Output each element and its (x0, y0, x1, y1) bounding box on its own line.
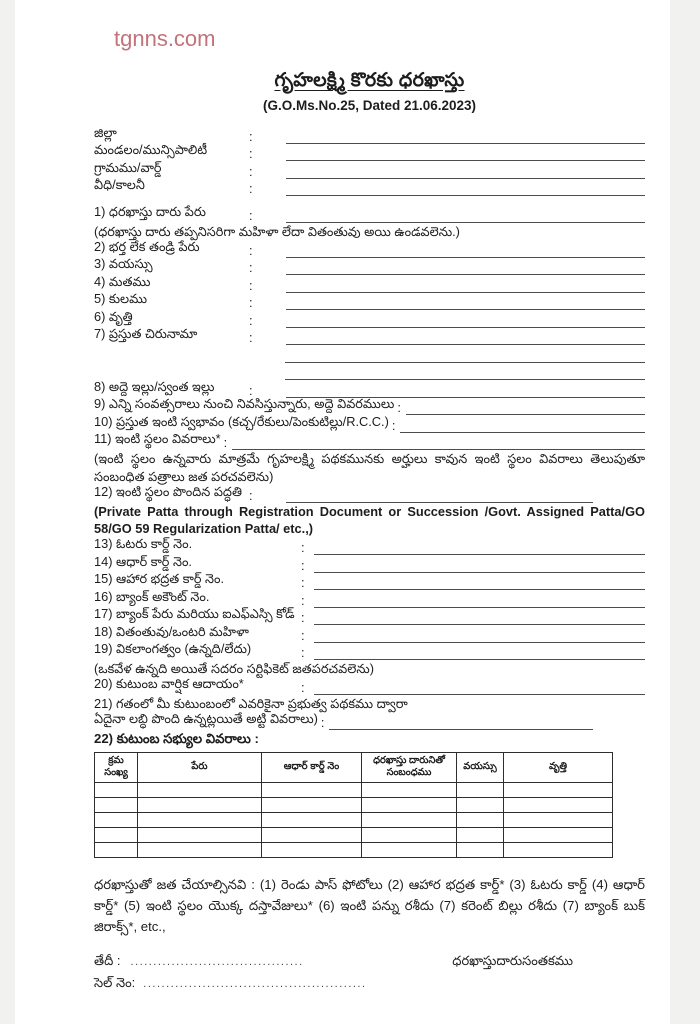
family-members-table (94, 752, 613, 858)
blank-line (314, 542, 645, 555)
table-cell (95, 782, 138, 797)
table-cell (362, 842, 457, 857)
field-colon: : (249, 242, 253, 258)
field-colon: : (320, 715, 325, 730)
cell-number-dotted-line: ................................................. (143, 977, 367, 990)
table-row (95, 782, 613, 797)
blank-line (286, 148, 645, 161)
blank-line (286, 332, 645, 345)
field-label: 10) ప్రస్తుత ఇంటి స్వభావం (కచ్చ/రేకులు/పెంకుటిల్లు/R.C.C.) (94, 413, 389, 429)
field-colon: : (249, 487, 253, 503)
table-header-cell: ఆధార్ కార్డ్ నెం (262, 752, 362, 782)
table-header-cell: వృత్తి (504, 752, 613, 782)
field-row (94, 380, 645, 398)
family-table-head (95, 752, 613, 782)
field-row (94, 144, 645, 162)
blank-line (285, 367, 645, 380)
header-fields (94, 126, 645, 196)
table-header-cell: ధరఖాస్తు దారునితో సంబంధము (362, 752, 457, 782)
field-row (94, 345, 645, 363)
field-colon: : (249, 330, 253, 345)
attachments-paragraph: ధరఖాస్తుతో జత చేయాల్సినవి : (1) రెండు పాస్ ఫోటోలు (2) ఆహార భద్రత కార్డ్* (3) ఓటరు కార్డ్ (4) ఆధార్ కార్డ్* (5) ఇంటి స్థలం యొక్క దస్తావేజులు* (6) ఇంటి పన్ను రశీదు (7) కరెంట్ బిల్లు రశీదు (7) బ్యాంక్ బుక్ జిరాక్స్*, etc., (94, 876, 645, 934)
form-title: గృహలక్ష్మి కొరకు ధరఖాస్తు (274, 70, 465, 91)
field-row (94, 328, 645, 346)
blank-line (314, 612, 645, 625)
field-label: 18) వితంతువు/ఒంటరి మహిళా (94, 623, 249, 639)
blank-line (286, 297, 645, 310)
blank-line (232, 437, 645, 450)
field-row (94, 179, 645, 197)
item-text: 21) గతంలో మీ కుటుంబంలో ఎవరికైనా ప్రభుత్వ పథకము ద్వారా (94, 696, 408, 711)
table-cell (362, 782, 457, 797)
field-row (94, 398, 645, 416)
blank-line (286, 131, 645, 144)
table-cell (262, 827, 362, 842)
field-row (94, 625, 645, 643)
field-label: 12) ఇంటి స్థలం పొందిన పద్ధతి (94, 483, 242, 499)
field-colon: : (249, 128, 253, 144)
table-cell (138, 797, 262, 812)
note-text: (Private Patta through Registration Document or Succession /Govt. Assigned Patta/GO 58/GO 59 Regularization Patta/ etc.,) (94, 503, 645, 536)
table-header-cell: పేరు (138, 752, 262, 782)
blank-line (285, 350, 645, 363)
field-colon: : (249, 146, 253, 161)
note-text: (ధరఖాస్తు దారు తప్పనిసరిగా మహిళా లేదా వితంతువు అయి ఉండవలెను.) (94, 223, 460, 239)
field-colon: : (249, 207, 253, 223)
field-row (94, 240, 645, 258)
section-heading: 22) కుటుంబ సభ్యుల వివరాలు : (94, 731, 259, 746)
field-colon: : (301, 557, 305, 573)
field-colon: : (301, 680, 305, 695)
field-label: మండలం/మున్సిపాలిటీ (94, 142, 208, 157)
blank-line (400, 420, 645, 433)
table-cell (457, 797, 504, 812)
field-row (94, 555, 645, 573)
field-label: 19) వికలాంగత్వం (ఉన్నది/లేదు) (94, 641, 252, 656)
blank-line (406, 402, 645, 415)
table-cell (138, 782, 262, 797)
field-colon: : (223, 435, 228, 450)
field-label: 5) కులము (94, 291, 148, 306)
field-label: ఏదైనా లబ్ధి పొంది ఉన్నట్లయితే అట్టి వివరాలు) (94, 711, 318, 726)
field-label: జిల్లా (94, 124, 117, 140)
field-label: 4) మతము (94, 273, 151, 289)
field-row (94, 310, 645, 328)
table-cell (262, 812, 362, 827)
table-cell (362, 827, 457, 842)
table-row (95, 812, 613, 827)
field-label: 16) బ్యాంక్ అకౌంట్ నెం. (94, 588, 210, 604)
date-label: తేదీ : (94, 952, 121, 968)
table-cell (504, 812, 613, 827)
table-cell (457, 812, 504, 827)
field-row (94, 161, 645, 179)
table-cell (457, 827, 504, 842)
field-label: 2) భర్త లేక తండ్రి పేరు (94, 238, 200, 254)
table-cell (504, 842, 613, 857)
field-label: 7) ప్రస్తుత చిరునామా (94, 326, 198, 341)
field-row (94, 538, 645, 556)
field-row (94, 205, 645, 223)
field-row (94, 678, 645, 696)
table-header-cell: వయస్సు (457, 752, 504, 782)
field-row (94, 363, 645, 381)
field-row (94, 293, 645, 311)
field-label: 14) ఆధార్ కార్డ్ నెం. (94, 553, 192, 569)
field-label: 11) ఇంటి స్థలం వివరాలు* (94, 431, 221, 446)
cell-number-label: సెల్ నెం: (94, 974, 136, 990)
blank-line (286, 490, 593, 503)
field-colon: : (249, 277, 253, 293)
field-colon: : (249, 163, 253, 179)
blank-line (286, 210, 645, 223)
blank-line (286, 183, 645, 196)
blank-line (286, 315, 645, 328)
field-label: 20) కుటుంబ వార్షిక ఆదాయం* (94, 676, 244, 691)
field-row (94, 643, 645, 661)
field-colon: : (249, 260, 253, 275)
blank-line (286, 280, 645, 293)
field-label: 1) ధరఖాస్తు దారు పేరు (94, 203, 206, 219)
note-text: (ఇంటి స్థలం ఉన్నవారు మాత్రమే గృహలక్ష్మి పథకమునకు అర్హులు కావున ఇంటి స్థలం వివరాలు తెలుపుతూ సంబంధిత పత్రాలు జత పరచవలెను) (94, 451, 645, 484)
table-cell (95, 842, 138, 857)
table-cell (457, 782, 504, 797)
field-row (94, 485, 645, 503)
date-dotted-line: ...................................... (130, 955, 304, 968)
field-label: 9) ఎన్ని సంవత్సరాలు నుంచి నివసిస్తున్నారు, అద్దె వివరములు (94, 396, 395, 411)
field-colon: : (249, 382, 253, 398)
form-items (94, 205, 645, 748)
table-cell (95, 812, 138, 827)
footer (94, 953, 645, 994)
blank-line (329, 717, 593, 730)
field-label: 17) బ్యాంక్ పేరు మరియు ఐఎఫ్ఎస్సి కోడ్ (94, 606, 295, 621)
field-row (94, 573, 645, 591)
blank-line (314, 682, 645, 695)
table-cell (262, 842, 362, 857)
field-row (94, 713, 645, 731)
table-cell (457, 842, 504, 857)
field-colon: : (301, 627, 305, 643)
blank-line (314, 560, 645, 573)
field-row (94, 126, 645, 144)
field-colon: : (301, 575, 305, 590)
note-text: (ఒకవేళ ఉన్నది అయితే సదరం సర్టిఫికెట్ జతపరచవలెను) (94, 661, 374, 676)
field-label: 13) ఓటరు కార్డ్ నెం. (94, 536, 193, 551)
blank-line (286, 262, 645, 275)
field-row (94, 275, 645, 293)
field-colon: : (301, 610, 305, 625)
field-colon: : (301, 592, 305, 608)
table-cell (362, 812, 457, 827)
table-cell (138, 812, 262, 827)
table-cell (262, 782, 362, 797)
field-colon: : (391, 417, 396, 433)
field-colon: : (301, 540, 305, 555)
applicant-signature-label: ధరఖాస్తుదారుసంతకము (452, 952, 573, 968)
field-row (94, 608, 645, 626)
field-row (94, 415, 645, 433)
table-cell (138, 827, 262, 842)
field-colon: : (249, 312, 253, 328)
field-label: 8) అద్దె ఇల్లు/స్వంత ఇల్లు (94, 378, 215, 394)
table-cell (504, 782, 613, 797)
table-cell (262, 797, 362, 812)
table-cell (95, 827, 138, 842)
table-header-cell: క్రమ సంఖ్య (95, 752, 138, 782)
blank-line (314, 647, 645, 660)
table-row (95, 797, 613, 812)
field-label: 15) ఆహార భద్రత కార్డ్ నెం. (94, 571, 225, 586)
table-cell (362, 797, 457, 812)
field-label: వీధి/కాలనీ (94, 177, 145, 192)
field-colon: : (249, 181, 253, 196)
field-row (94, 433, 645, 451)
field-colon: : (397, 400, 401, 415)
watermark-tgnns: tgnns.com (114, 26, 216, 51)
form-subtitle: (G.O.Ms.No.25, Dated 21.06.2023) (262, 98, 477, 113)
field-colon: : (249, 295, 253, 310)
field-row (94, 590, 645, 608)
table-cell (504, 797, 613, 812)
family-table-body (95, 782, 613, 857)
blank-line (314, 595, 645, 608)
field-label: 3) వయస్సు (94, 256, 153, 271)
field-label: 6) వృత్తి (94, 308, 133, 324)
field-row (94, 258, 645, 276)
blank-line (314, 630, 645, 643)
table-header-row (95, 752, 613, 782)
blank-line (286, 245, 645, 258)
field-label: గ్రామము/వార్డ్ (94, 159, 162, 175)
table-cell (95, 797, 138, 812)
table-cell (504, 827, 613, 842)
blank-line (314, 577, 645, 590)
table-row (95, 827, 613, 842)
document-page (15, 0, 670, 1024)
table-cell (138, 842, 262, 857)
field-colon: : (301, 645, 305, 660)
blank-line (286, 166, 645, 179)
table-row (95, 842, 613, 857)
